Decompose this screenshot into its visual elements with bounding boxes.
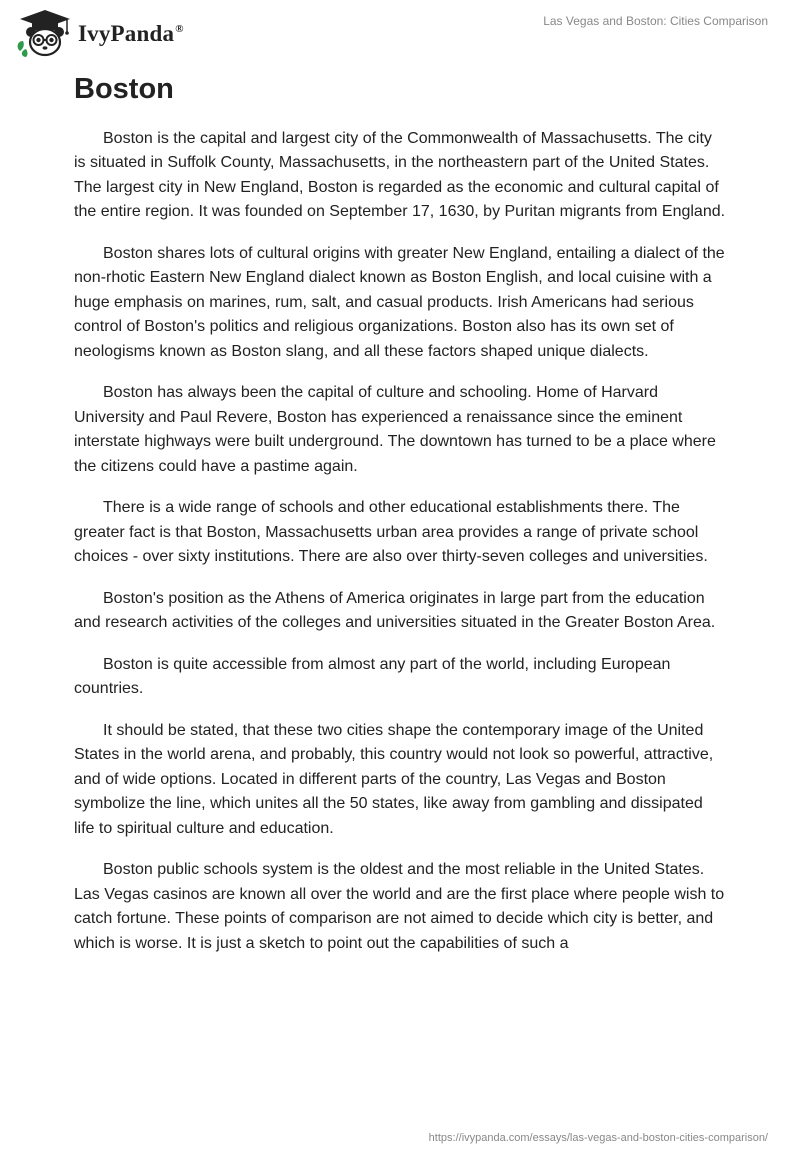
registered-mark: ® — [175, 23, 184, 36]
source-url[interactable]: https://ivypanda.com/essays/las-vegas-and-boston-cities-comparison/ — [428, 1132, 768, 1144]
page-header — [0, 0, 800, 70]
paragraph: There is a wide range of schools and other educational establishments there. The greater fact is that Boston, Massachusetts urban area provides a range of private school choices - over sixty institutions. There are also over thirty-seven colleges and universities. — [74, 499, 708, 566]
paragraph: Boston has always been the capital of culture and schooling. Home of Harvard University and Paul Revere, Boston has experienced a renaissance since the eminent interstate highways were built underground. The downtown has turned to be a place where the citizens could have a pastime again. — [74, 384, 716, 475]
document-title: Las Vegas and Boston: Cities Comparison — [543, 14, 768, 28]
article-body — [74, 72, 726, 973]
paragraph: It should be stated, that these two cities shape the contemporary image of the United States in the world arena, and probably, this country would not look so powerful, attractive, and of wide options. Located in different parts of the country, Las Vegas and Boston symbolize the line, which unites all the 50 states, like away from gambling and dissipated life to spiritual culture and education. — [74, 721, 714, 837]
panda-graduate-icon — [14, 8, 76, 58]
paragraph: Boston is the capital and largest city of the Commonwealth of Massachusetts. The city is situated in Suffolk County, Massachusetts, in the northeastern part of the United States. The largest city in New England, Boston is regarded as the economic and cultural capital of the entire region. It was founded on September 17, 1630, by Puritan migrants from England. — [74, 129, 726, 221]
brand-name: IvyPanda® — [78, 21, 184, 46]
section-heading: Boston — [74, 73, 174, 105]
paragraph: Boston's position as the Athens of America originates in large part from the education and research activities of the colleges and universities situated in the Greater Boston Area. — [74, 589, 716, 632]
paragraph: Boston shares lots of cultural origins with greater New England, entailing a dialect of the non-rhotic Eastern New England dialect known as Boston English, and local cuisine with a huge emphasis on marines, rum, salt, and casual products. Irish Americans had serious control of Boston's politics and religious organizations. Boston also has its own set of neologisms known as Boston slang, and all these factors shaped unique dialects. — [74, 244, 725, 360]
paragraph: Boston is quite accessible from almost any part of the world, including European countries. — [74, 655, 671, 698]
paragraph: Boston public schools system is the oldest and the most reliable in the United States. Las Vegas casinos are known all over the world and are the first place where people wish to catch fortune. These points of comparison are not aimed to decide which city is better, and which is worse. It is just a sketch to point out the capabilities of such a — [74, 861, 725, 952]
ivypanda-logo[interactable] — [14, 8, 184, 58]
